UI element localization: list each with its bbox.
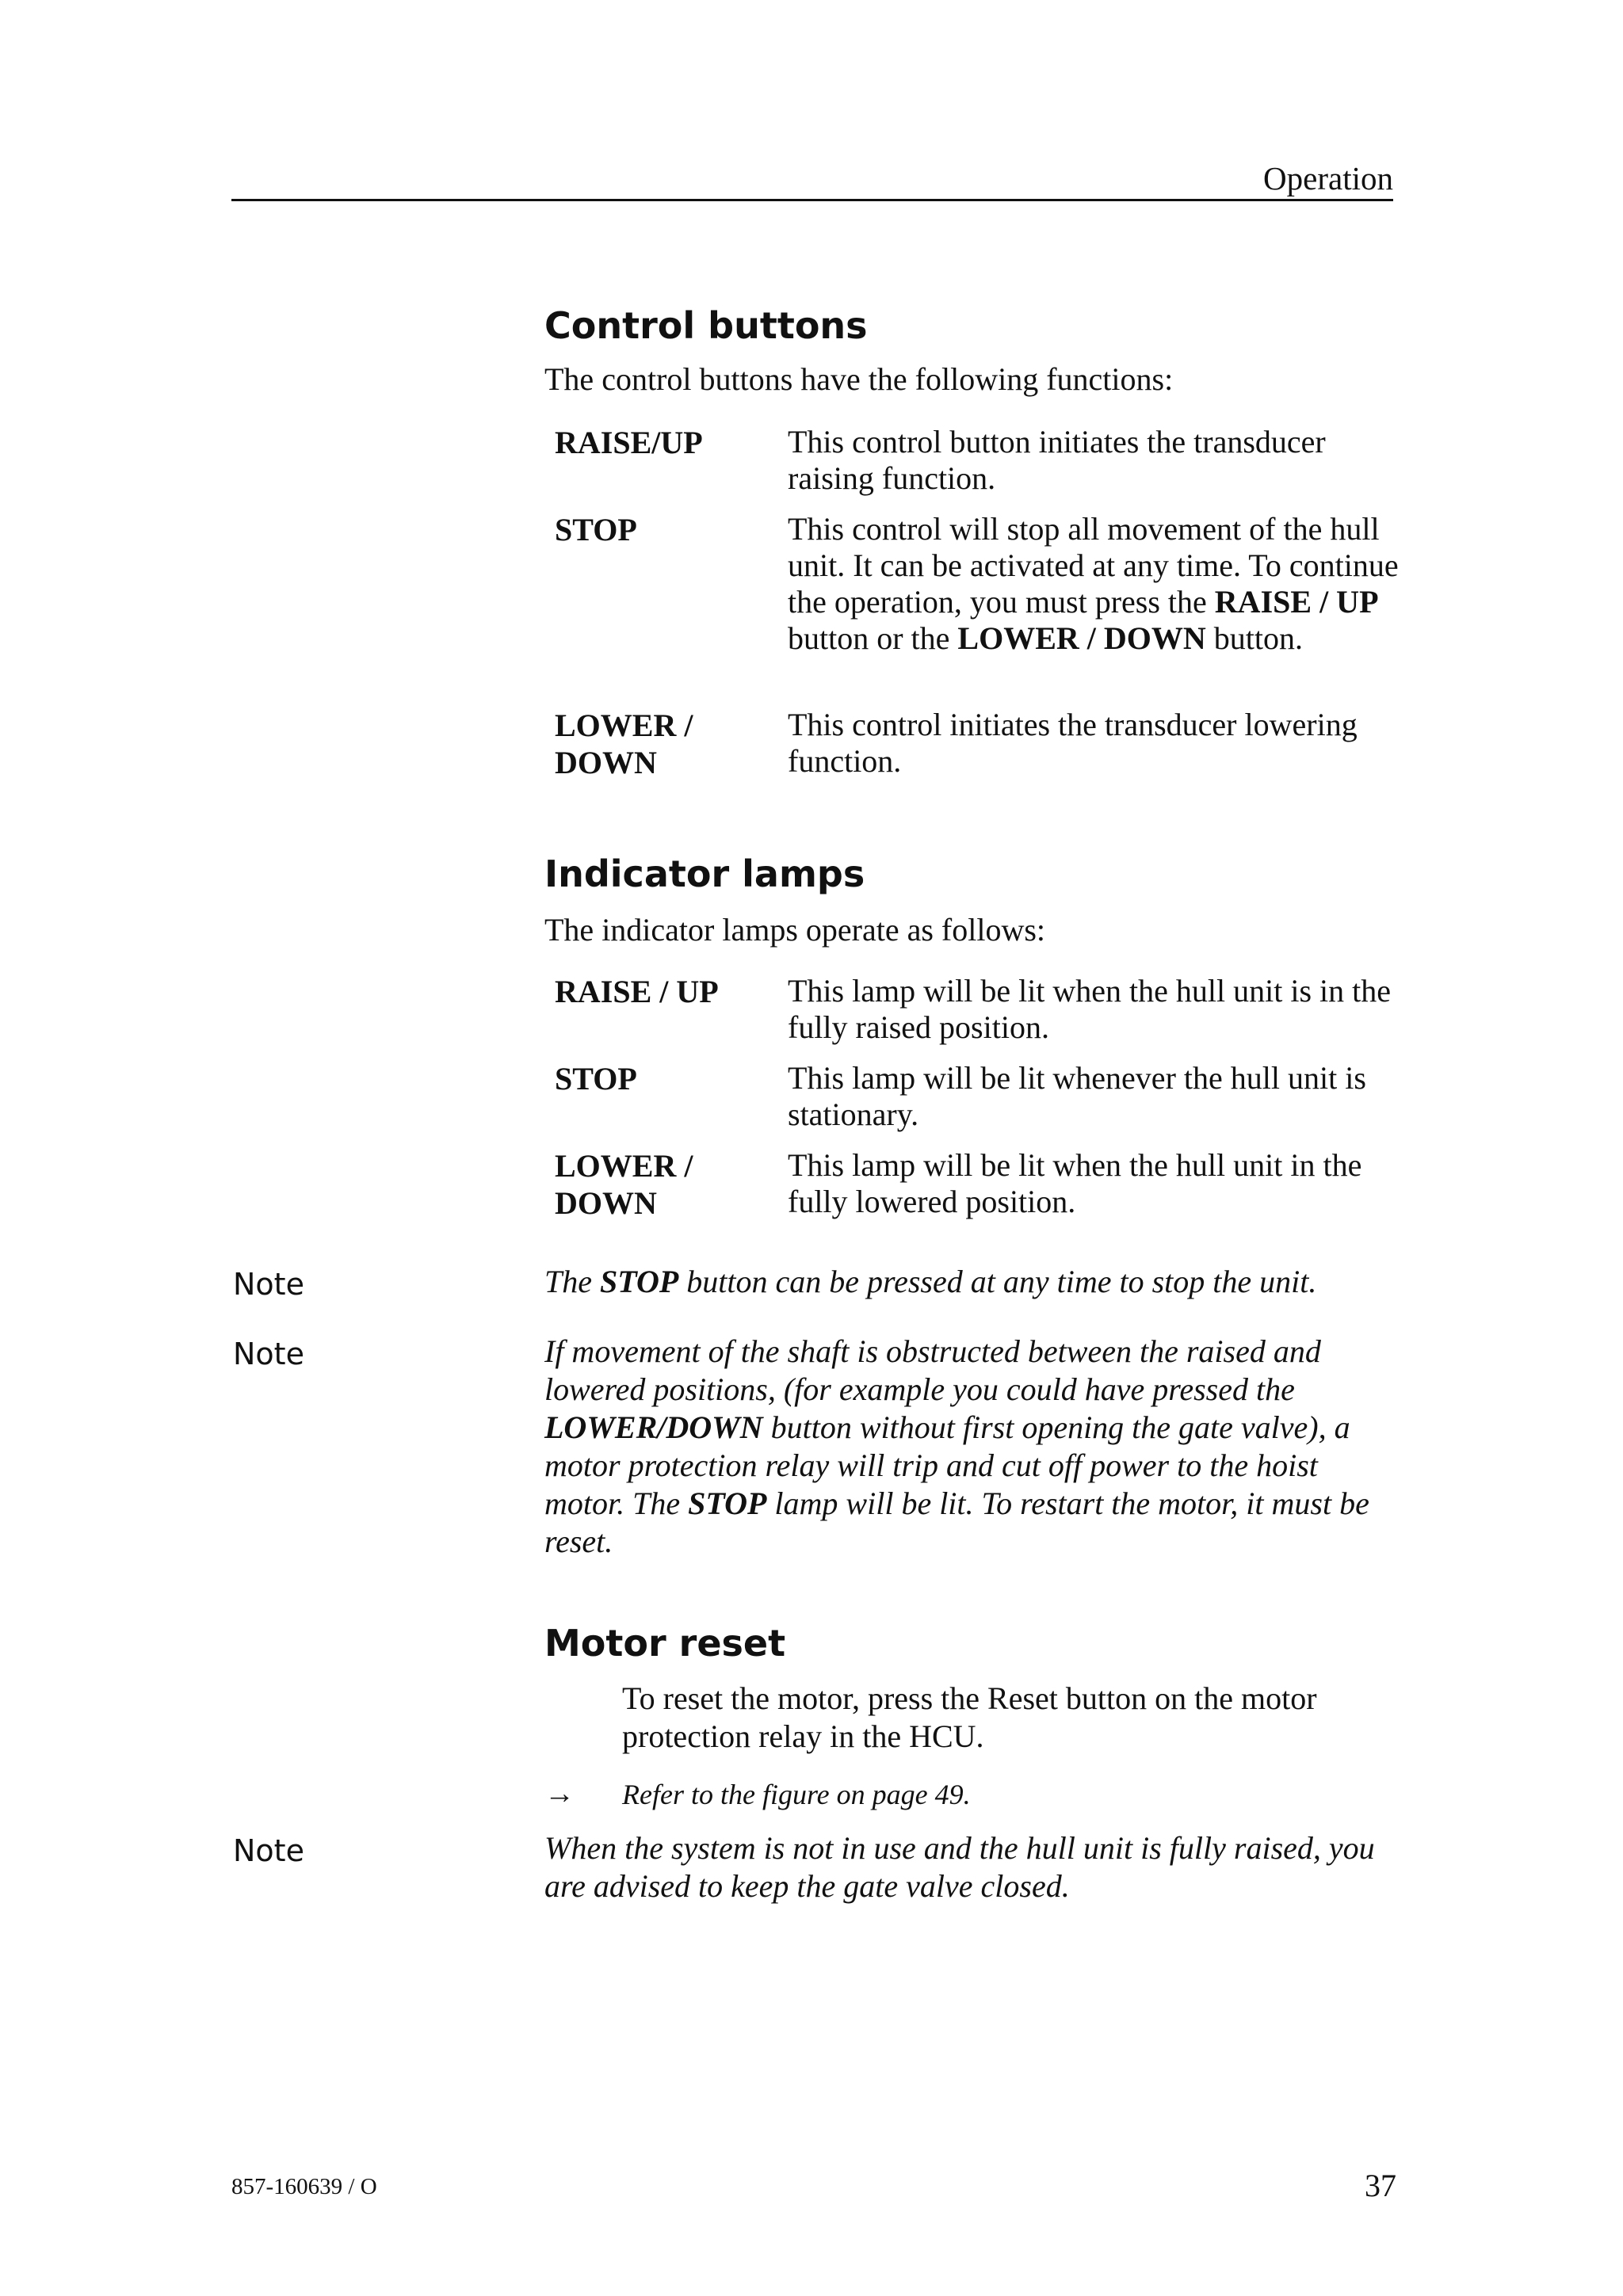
heading-motor-reset: Motor reset bbox=[544, 1622, 786, 1665]
bold-term: LOWER/DOWN bbox=[544, 1409, 763, 1445]
term: STOP bbox=[555, 512, 637, 547]
heading-control-buttons: Control buttons bbox=[544, 304, 868, 347]
term: LOWER / DOWN bbox=[555, 707, 693, 780]
term: RAISE/UP bbox=[555, 425, 703, 460]
term: STOP bbox=[555, 1061, 637, 1097]
note-label: Note bbox=[233, 1267, 304, 1302]
description: This control button initiates the transducer raising function. bbox=[788, 424, 1326, 496]
term: LOWER / DOWN bbox=[555, 1148, 693, 1221]
heading-indicator-lamps: Indicator lamps bbox=[544, 852, 865, 895]
indicator-lamps-intro: The indicator lamps operate as follows: bbox=[544, 912, 1046, 948]
definition-row bbox=[555, 424, 1396, 496]
motor-reset-text: To reset the motor, press the Reset button on the motor protection relay in the HCU. bbox=[622, 1680, 1317, 1754]
figure-reference: Refer to the figure on page 49. bbox=[622, 1779, 971, 1810]
note-text: When the system is not in use and the hull unit is fully raised, you are advised to keep the gate valve closed. bbox=[544, 1830, 1375, 1904]
header-rule bbox=[231, 199, 1393, 201]
note-label: Note bbox=[233, 1833, 304, 1868]
document-number: 857-160639 / O bbox=[231, 2174, 377, 2199]
definition-row bbox=[555, 973, 1396, 1045]
definition-row bbox=[555, 1060, 1396, 1132]
bold-term: LOWER / DOWN bbox=[957, 620, 1206, 656]
bold-term: RAISE / UP bbox=[1214, 584, 1379, 620]
description: This lamp will be lit whenever the hull unit is stationary. bbox=[788, 1060, 1366, 1132]
control-buttons-intro: The control buttons have the following functions: bbox=[544, 361, 1174, 397]
term: RAISE / UP bbox=[555, 974, 719, 1009]
description: This control will stop all movement of the hull unit. It can be activated at any time. To continue the operation, you must press the RAISE / UP button or the LOWER / DOWN button. bbox=[788, 511, 1399, 656]
description: This lamp will be lit when the hull unit in the fully lowered position. bbox=[788, 1147, 1362, 1219]
running-header: Operation bbox=[1263, 160, 1393, 196]
description: This lamp will be lit when the hull unit is in the fully raised position. bbox=[788, 973, 1392, 1045]
note-text: The STOP button can be pressed at any time to stop the unit. bbox=[544, 1264, 1317, 1299]
note-label: Note bbox=[233, 1337, 304, 1371]
bold-term: STOP bbox=[688, 1486, 767, 1521]
bold-term: STOP bbox=[600, 1264, 679, 1299]
arrow-right-icon: → bbox=[544, 1777, 575, 1810]
page-number: 37 bbox=[1365, 2168, 1396, 2203]
definition-row bbox=[555, 1147, 1396, 1221]
description: This control initiates the transducer lowering function. bbox=[788, 707, 1358, 779]
note-text: If movement of the shaft is obstructed between the raised and lowered positions, (for example you could have pressed the LOWER/DOWN button without first opening the gate valve), a motor protection relay will trip and cut off power to the hoist motor. The STOP lamp will be lit. To restart the motor, it must be reset. bbox=[544, 1333, 1369, 1559]
definition-row bbox=[555, 511, 1399, 656]
